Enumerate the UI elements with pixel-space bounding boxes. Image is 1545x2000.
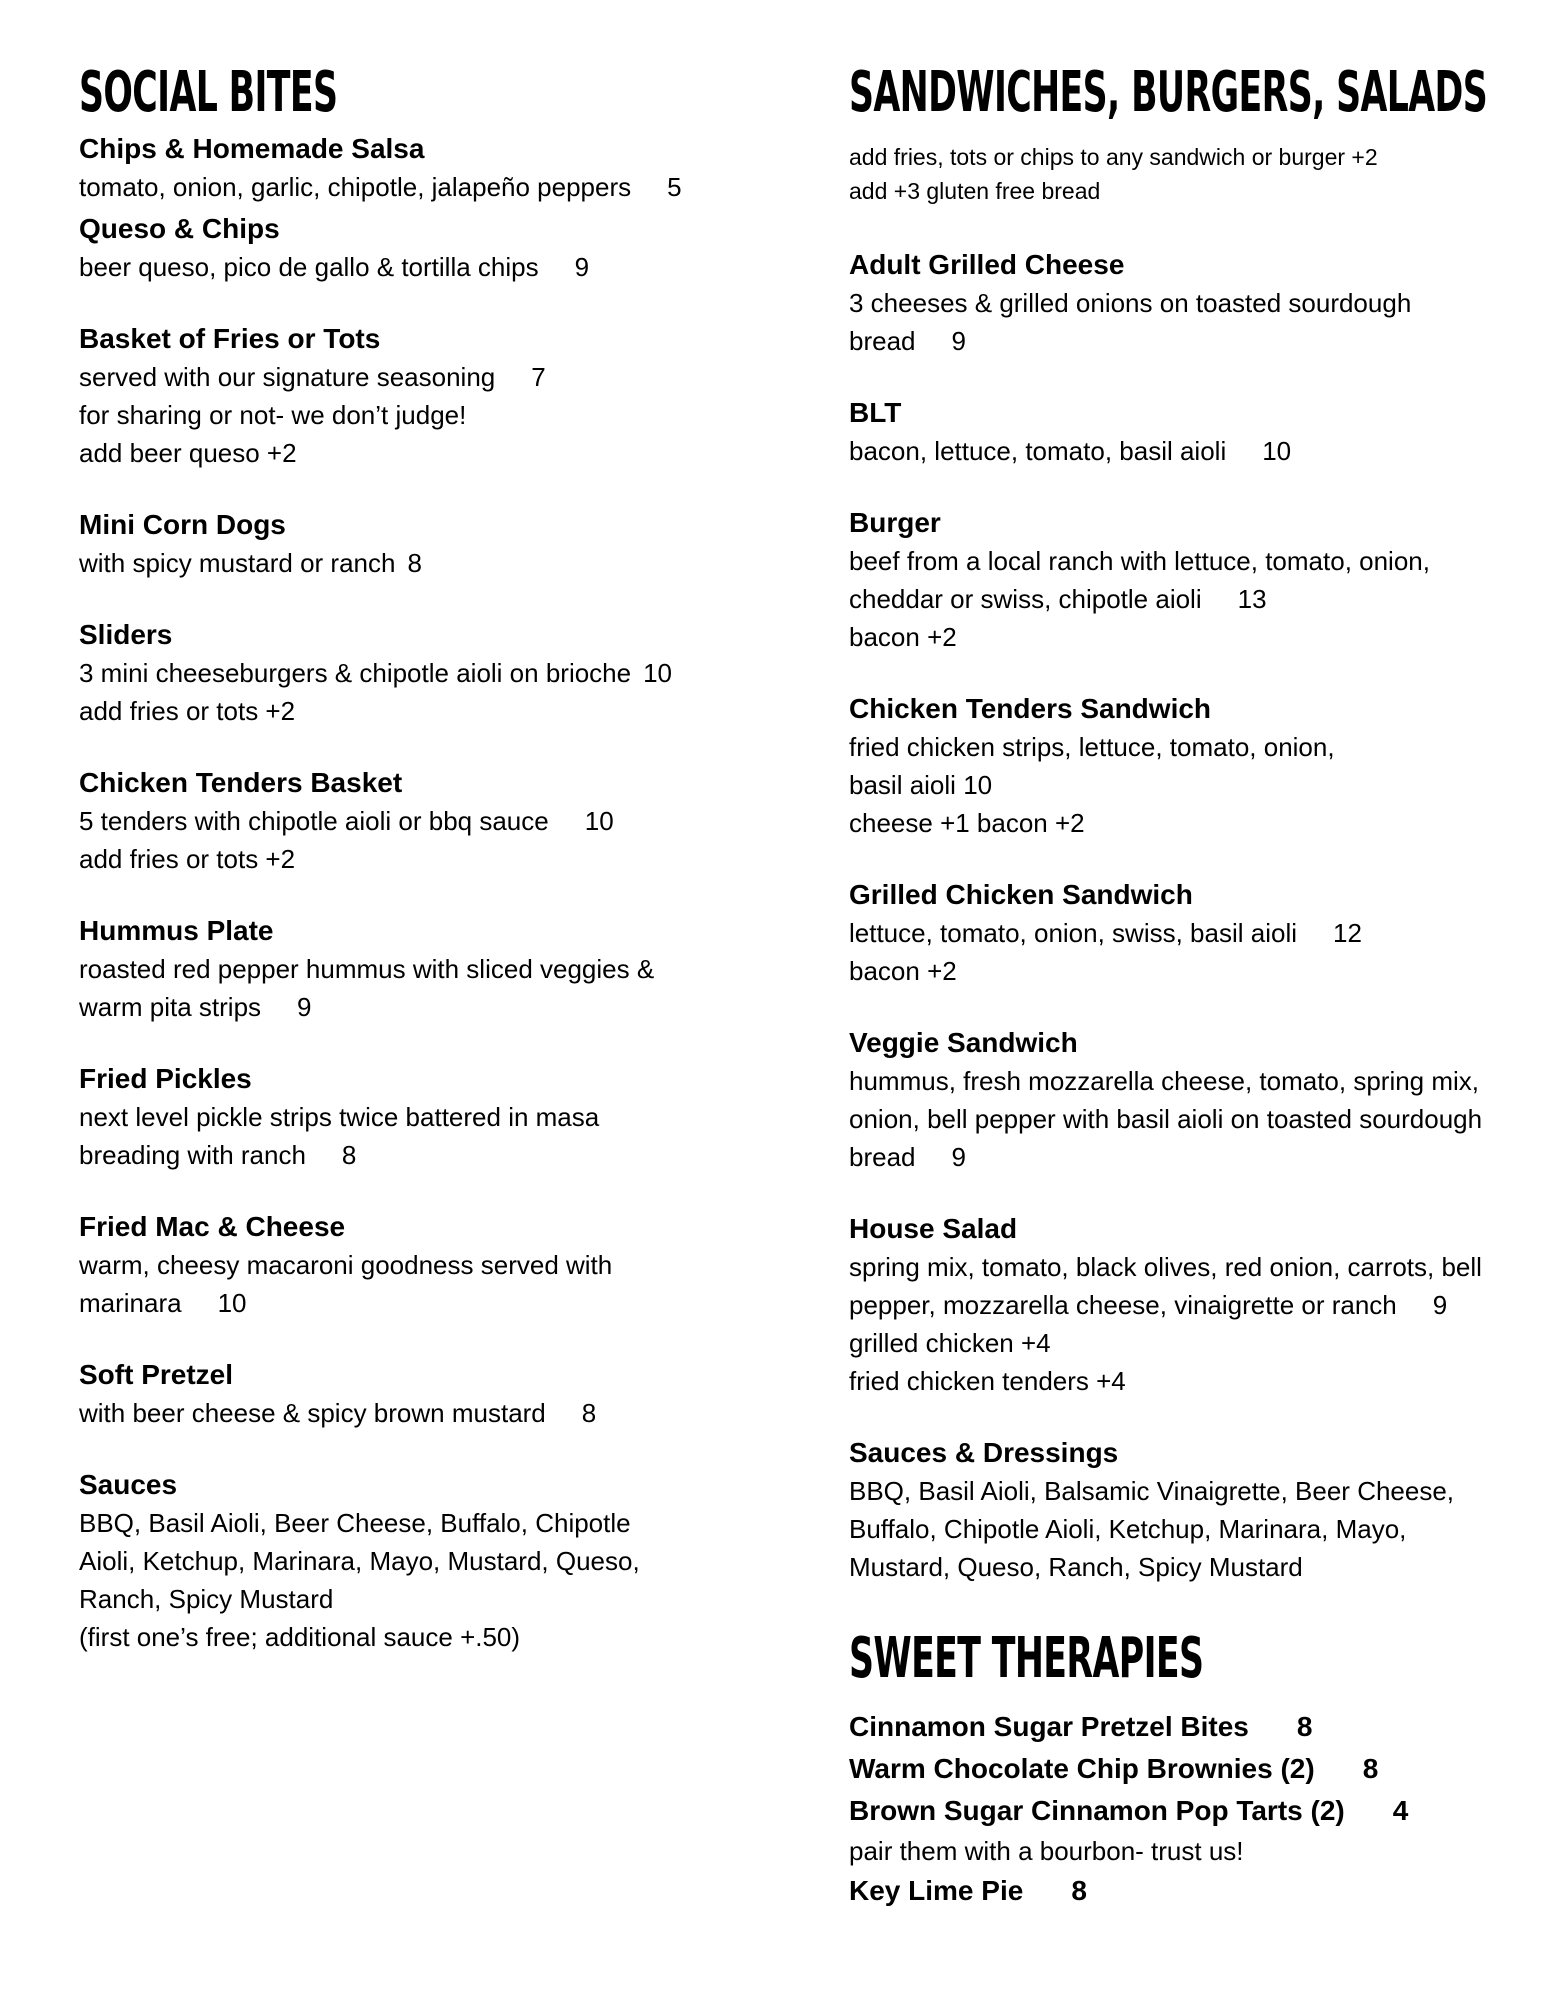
sauce-pricing-note: (first one’s free; additional sauce +.50) — [79, 1622, 521, 1652]
menu-item-chicken-tenders-sandwich — [849, 690, 1539, 842]
item-description: beer queso, pico de gallo & tortilla chips — [79, 252, 539, 282]
sauce-list-line: Ranch, Spicy Mustard — [79, 1584, 334, 1614]
menu-item-burger — [849, 504, 1539, 656]
menu-item-chicken-tenders-basket — [79, 764, 759, 878]
item-note: for sharing or not- we don’t judge! — [79, 400, 467, 430]
item-description: basil aioli — [849, 770, 956, 800]
item-price: 5 — [667, 172, 682, 202]
item-price: 8 — [1296, 1711, 1313, 1742]
item-price: 9 — [297, 992, 312, 1022]
item-description: 3 cheeses & grilled onions on toasted sourdough — [849, 288, 1412, 318]
item-name: Sliders — [79, 619, 173, 650]
item-price: 8 — [341, 1140, 357, 1170]
section-title-sandwiches: SANDWICHES, BURGERS, SALADS — [849, 60, 1488, 125]
section-title-social-bites: SOCIAL BITES — [79, 60, 338, 125]
item-name: BLT — [849, 397, 902, 428]
item-name: Burger — [849, 507, 941, 538]
item-name: Soft Pretzel — [79, 1359, 234, 1390]
item-name: Warm Chocolate Chip Brownies (2) — [849, 1753, 1315, 1784]
menu-item-grilled-chicken-sandwich — [849, 876, 1539, 990]
item-addon: bacon +2 — [849, 622, 957, 652]
item-description: bread — [849, 326, 916, 356]
menu-item-fried-pickles — [79, 1060, 759, 1174]
menu-item-sauces-dressings — [849, 1434, 1539, 1586]
gluten-free-note: add +3 gluten free bread — [849, 178, 1101, 204]
sauce-list-line: Mustard, Queso, Ranch, Spicy Mustard — [849, 1552, 1303, 1582]
menu-item-fried-mac-cheese — [79, 1208, 759, 1322]
item-name: Chips & Homemade Salsa — [79, 133, 425, 164]
menu-item-veggie-sandwich — [849, 1024, 1539, 1176]
item-name: Hummus Plate — [79, 915, 274, 946]
item-description: lettuce, tomato, onion, swiss, basil aioli — [849, 918, 1297, 948]
item-description: with spicy mustard or ranch — [79, 548, 396, 578]
item-description: beef from a local ranch with lettuce, tomato, onion, — [849, 546, 1430, 576]
item-price: 9 — [951, 326, 966, 356]
item-price: 12 — [1333, 918, 1362, 948]
item-name: Brown Sugar Cinnamon Pop Tarts (2) — [849, 1795, 1345, 1826]
dessert-item — [849, 1748, 1539, 1790]
item-price: 9 — [574, 252, 590, 282]
item-description: spring mix, tomato, black olives, red onion, carrots, bell — [849, 1252, 1482, 1282]
item-description: served with our signature seasoning — [79, 362, 496, 392]
dessert-item — [849, 1790, 1539, 1832]
dessert-list — [849, 1706, 1539, 1912]
item-price: 9 — [1432, 1290, 1448, 1320]
item-name: Cinnamon Sugar Pretzel Bites — [849, 1711, 1249, 1742]
item-description: warm pita strips — [79, 992, 262, 1022]
dessert-pairing-note: pair them with a bourbon- trust us! — [849, 1836, 1244, 1866]
item-price: 10 — [217, 1288, 247, 1318]
item-price: 8 — [1362, 1753, 1379, 1784]
item-price: 13 — [1237, 584, 1267, 614]
item-price: 10 — [584, 806, 614, 836]
item-price: 4 — [1392, 1795, 1409, 1826]
item-description: 3 mini cheeseburgers & chipotle aioli on brioche — [79, 658, 632, 688]
sandwiches-intro — [849, 140, 1539, 208]
item-price: 10 — [963, 770, 993, 800]
item-name: Sauces & Dressings — [849, 1437, 1119, 1468]
sauce-list-line: Aioli, Ketchup, Marinara, Mayo, Mustard, Queso, — [79, 1546, 640, 1576]
item-addon: add fries or tots +2 — [79, 844, 296, 874]
item-name: Sauces — [79, 1469, 178, 1500]
item-description: fried chicken strips, lettuce, tomato, onion, — [849, 732, 1335, 762]
item-addon: cheese +1 bacon +2 — [849, 808, 1085, 838]
item-name: Adult Grilled Cheese — [849, 249, 1125, 280]
item-name: Grilled Chicken Sandwich — [849, 879, 1193, 910]
item-description: bread — [849, 1142, 916, 1172]
sauce-list-line: BBQ, Basil Aioli, Beer Cheese, Buffalo, Chipotle — [79, 1508, 631, 1538]
menu-item-house-salad — [849, 1210, 1539, 1400]
item-description: marinara — [79, 1288, 182, 1318]
item-name: Mini Corn Dogs — [79, 509, 286, 540]
item-addon: add beer queso +2 — [79, 438, 297, 468]
item-price: 8 — [581, 1398, 597, 1428]
item-name: Chicken Tenders Sandwich — [849, 693, 1212, 724]
item-description: cheddar or swiss, chipotle aioli — [849, 584, 1202, 614]
item-name: Key Lime Pie — [849, 1875, 1024, 1906]
item-description: tomato, onion, garlic, chipotle, jalapeño peppers — [79, 172, 632, 202]
item-name: Queso & Chips — [79, 213, 280, 244]
item-description: warm, cheesy macaroni goodness served with — [79, 1250, 613, 1280]
item-description: pepper, mozzarella cheese, vinaigrette or ranch — [849, 1290, 1397, 1320]
item-price: 8 — [1071, 1875, 1087, 1906]
item-name: Veggie Sandwich — [849, 1027, 1078, 1058]
menu-item-hummus-plate — [79, 912, 759, 1026]
menu-item-chips-salsa — [79, 130, 759, 206]
item-price: 10 — [1262, 436, 1292, 466]
sauce-list-line: BBQ, Basil Aioli, Balsamic Vinaigrette, Beer Cheese, — [849, 1476, 1455, 1506]
sauce-list-line: Buffalo, Chipotle Aioli, Ketchup, Marinara, Mayo, — [849, 1514, 1407, 1544]
menu-item-adult-grilled-cheese — [849, 246, 1539, 360]
menu-item-mini-corn-dogs — [79, 506, 759, 582]
dessert-item — [849, 1706, 1539, 1748]
menu-item-queso-chips — [79, 210, 759, 286]
item-addon: add fries or tots +2 — [79, 696, 296, 726]
item-description: onion, bell pepper with basil aioli on toasted sourdough — [849, 1104, 1483, 1134]
item-price: 10 — [643, 658, 673, 688]
sandwiches-section — [849, 58, 1539, 1912]
sides-addon-note: add fries, tots or chips to any sandwich or burger +2 — [849, 144, 1378, 170]
item-addon: fried chicken tenders +4 — [849, 1366, 1126, 1396]
item-description: next level pickle strips twice battered in masa — [79, 1102, 600, 1132]
item-price: 7 — [531, 362, 546, 392]
dessert-item — [849, 1870, 1539, 1912]
menu-item-fries-tots — [79, 320, 759, 472]
item-description: roasted red pepper hummus with sliced veggies & — [79, 954, 655, 984]
item-description: hummus, fresh mozzarella cheese, tomato, spring mix, — [849, 1066, 1480, 1096]
item-name: Fried Mac & Cheese — [79, 1211, 346, 1242]
menu-item-soft-pretzel — [79, 1356, 759, 1432]
item-description: breading with ranch — [79, 1140, 306, 1170]
item-name: Basket of Fries or Tots — [79, 323, 381, 354]
item-description: with beer cheese & spicy brown mustard — [79, 1398, 546, 1428]
item-name: Fried Pickles — [79, 1063, 252, 1094]
item-description: bacon, lettuce, tomato, basil aioli — [849, 436, 1227, 466]
item-name: Chicken Tenders Basket — [79, 767, 403, 798]
menu-item-sliders — [79, 616, 759, 730]
item-description: 5 tenders with chipotle aioli or bbq sauce — [79, 806, 549, 836]
item-price: 8 — [407, 548, 422, 578]
menu-item-blt — [849, 394, 1539, 470]
menu-item-sauces — [79, 1466, 759, 1656]
item-price: 9 — [951, 1142, 966, 1172]
item-name: House Salad — [849, 1213, 1018, 1244]
item-addon: bacon +2 — [849, 956, 957, 986]
social-bites-section — [79, 58, 759, 1656]
item-addon: grilled chicken +4 — [849, 1328, 1051, 1358]
section-title-sweet-therapies: SWEET THERAPIES — [849, 1626, 1204, 1691]
